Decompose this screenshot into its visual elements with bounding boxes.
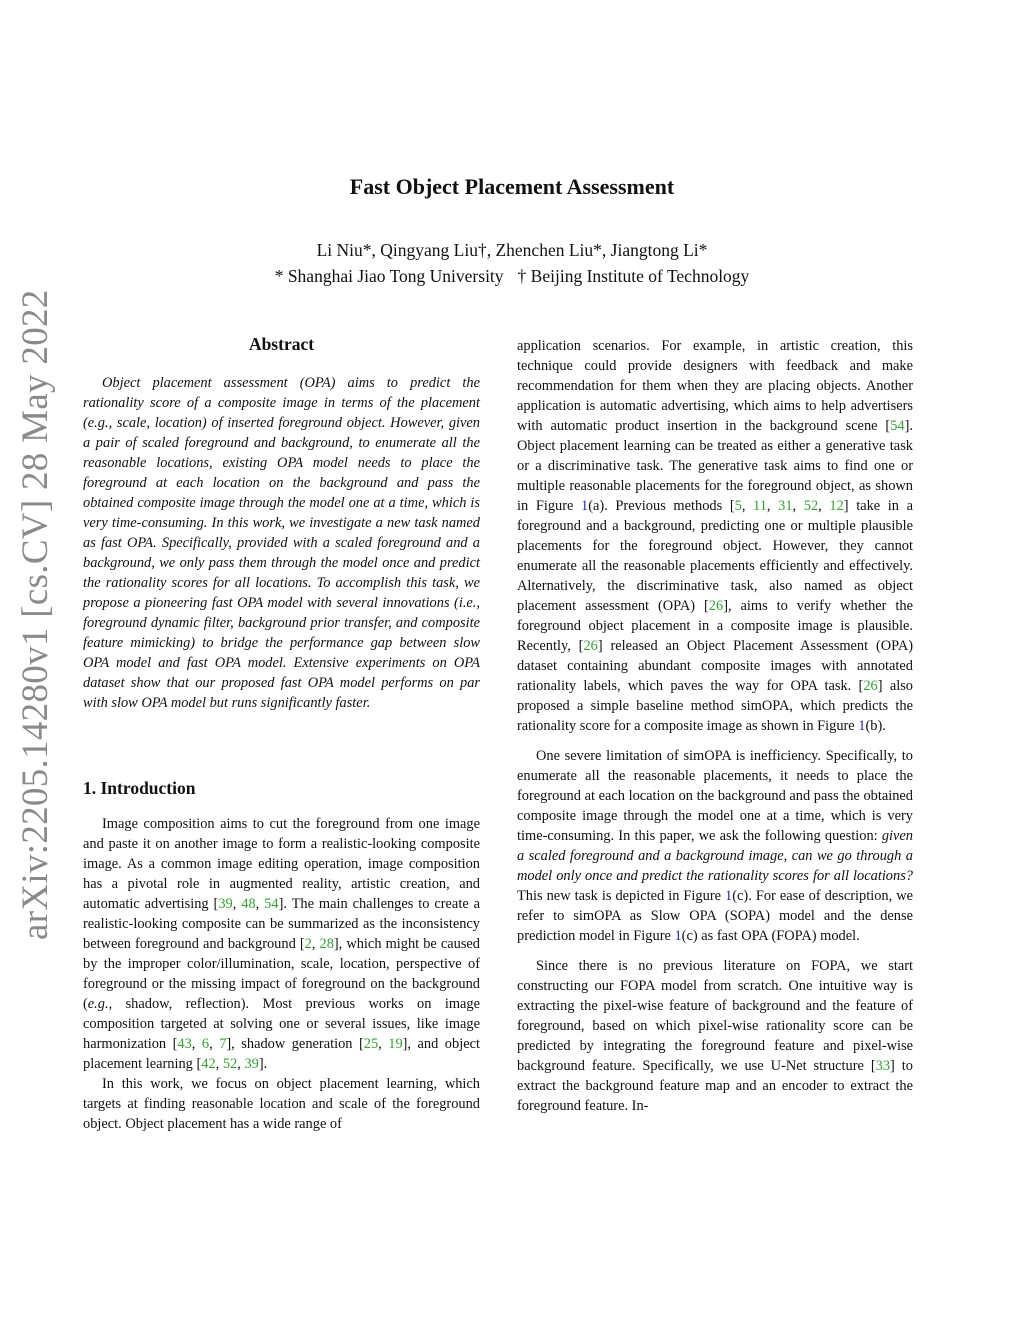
figure-link[interactable]: 1	[858, 718, 866, 734]
left-column	[83, 332, 480, 1134]
citation-link[interactable]: 28	[319, 936, 334, 952]
citation-link[interactable]: 52	[222, 1056, 238, 1072]
citation-link[interactable]: 31	[778, 498, 793, 514]
citation-link[interactable]: 25	[363, 1036, 379, 1052]
citation-link[interactable]: 6	[201, 1036, 210, 1052]
paper-title: Fast Object Placement Assessment	[349, 174, 675, 199]
citation-link[interactable]: 19	[388, 1036, 403, 1052]
author-list: Li Niu*, Qingyang Liu†, Zhenchen Liu*, Jiangtong Li*	[316, 240, 708, 260]
figure-link[interactable]: 1	[725, 888, 733, 904]
citation-link[interactable]: 12	[829, 498, 844, 514]
arxiv-stamp: arXiv:2205.14280v1 [cs.CV] 28 May 2022	[15, 289, 56, 940]
affiliations	[0, 264, 1024, 288]
citation-link[interactable]: 33	[875, 1058, 891, 1074]
citation-link[interactable]: 5	[734, 498, 742, 514]
citation-link[interactable]: 26	[863, 678, 878, 694]
abstract-heading: Abstract	[248, 334, 315, 354]
citation-link[interactable]: 26	[708, 598, 724, 614]
abstract-text: Object placement assessment (OPA) aims to predict the rationality score of a composite image in terms of the placement (e.g., scale, location) of inserted foreground object. However, given a pair of scaled foreground and background, to enumerate all the reasonable locations, existing OPA model needs to place the foreground at each location on the background and pass the obtained composite image through the model one at a time, which is very time-consuming. In this work, we investigate a new task named as fast OPA. Specifically, provided with a scaled foreground and a background, we only pass them through the model once and predict the rationality scores for all locations. To accomplish this task, we propose a pioneering fast OPA model with several innovations (i.e., foreground dynamic filter, background prior transfer, and composite feature mimicking) to bridge the performance gap between slow OPA model and fast OPA model. Extensive experiments on OPA dataset show that our proposed fast OPA model performs on par with slow OPA model but runs significantly faster.	[83, 375, 480, 711]
citation-link[interactable]: 52	[803, 498, 819, 514]
citation-link[interactable]: 26	[583, 638, 598, 654]
figure-link[interactable]: 1	[674, 928, 682, 944]
citation-link[interactable]: 43	[177, 1036, 192, 1052]
right-column	[517, 336, 913, 1116]
section-heading-introduction: 1. Introduction	[83, 778, 196, 798]
affiliation-sjtu: * Shanghai Jiao Tong University	[274, 266, 504, 286]
intro-paragraph-2: In this work, we focus on object placement learning, which targets at finding reasonable location and scale of the foreground object. Object placement has a wide range of	[83, 1076, 480, 1132]
citation-link[interactable]: 48	[241, 896, 256, 912]
citation-link[interactable]: 39	[218, 896, 233, 912]
figure-link[interactable]: 1	[581, 498, 589, 514]
citation-link[interactable]: 54	[890, 418, 905, 434]
citation-link[interactable]: 54	[264, 896, 279, 912]
intro-paragraph-1: Image composition aims to cut the foreground from one image and paste it on another image to form a realistic-looking composite image. As a common image editing operation, image composition has a pivotal role in augmented reality, artistic creation, and automatic advertising [39, 48, 54]. The main challenges to create a realistic-looking composite can be summarized as the inconsistency between foreground and background [2, 28], which might be caused by the improper color/illumination, scale, location, perspective of foreground or the missing impact of foreground on the background (e.g., shadow, reflection). Most previous works on image composition targeted at solving one or several issues, like image harmonization [43, 6, 7], shadow generation [25, 19], and object placement learning [42, 52, 39].	[83, 816, 481, 1072]
citation-link[interactable]: 11	[753, 498, 767, 514]
citation-link[interactable]: 39	[244, 1056, 259, 1072]
affiliation-bit: † Beijing Institute of Technology	[517, 266, 750, 286]
intro-paragraph-3: One severe limitation of simOPA is inefficiency. Specifically, to enumerate all the reasonable placements, it needs to place the foreground at each location on the background and pass the obtained composite image through the model one at a time, which is very time-consuming. In this paper, we ask the following question: given a scaled foreground and a background image, can we go through a model only once and predict the rationality scores for all locations? This new task is depicted in Figure 1(c). For ease of description, we refer to simOPA as Slow OPA (SOPA) model and the dense prediction model in Figure 1(c) as fast OPA (FOPA) model.	[517, 748, 913, 944]
intro-paragraph-2-continued: application scenarios. For example, in artistic creation, this technique could provide designers with feedback and make recommendation for them when they are placing objects. Another application is automatic advertising, which aims to help advertisers with automatic product insertion in the background scene [54]. Object placement learning can be treated as either a generative task or a discriminative task. The generative task aims to find one or multiple reasonable placements for the foreground object, as shown in Figure 1(a). Previous methods [5, 11, 31, 52, 12] take in a foreground and a background, predicting one or multiple plausible placements for the foreground object. However, they cannot enumerate all the reasonable placements efficiently and effectively. Alternatively, the discriminative task, also named as object placement assessment (OPA) [26], aims to verify whether the foreground object placement in a composite image is plausible. Recently, [26] released an Object Placement Assessment (OPA) dataset containing abundant composite images with annotated rationality labels, which paves the way for OPA task. [26] also proposed a simple baseline method simOPA, which predicts the rationality score for a composite image as shown in Figure 1(b).	[517, 338, 914, 734]
citation-link[interactable]: 42	[201, 1056, 216, 1072]
citation-link[interactable]: 2	[304, 936, 312, 952]
citation-link[interactable]: 7	[219, 1036, 227, 1052]
intro-paragraph-4: Since there is no previous literature on FOPA, we start constructing our FOPA model from scratch. One intuitive way is extracting the pixel-wise feature of background and the feature of foreground, based on which pixel-wise rationality score can be predicted by integrating the foreground feature and pixel-wise background feature. Specifically, we use U-Net structure [33] to extract the background feature map and an encoder to extract the foreground feature. In-	[517, 958, 913, 1114]
